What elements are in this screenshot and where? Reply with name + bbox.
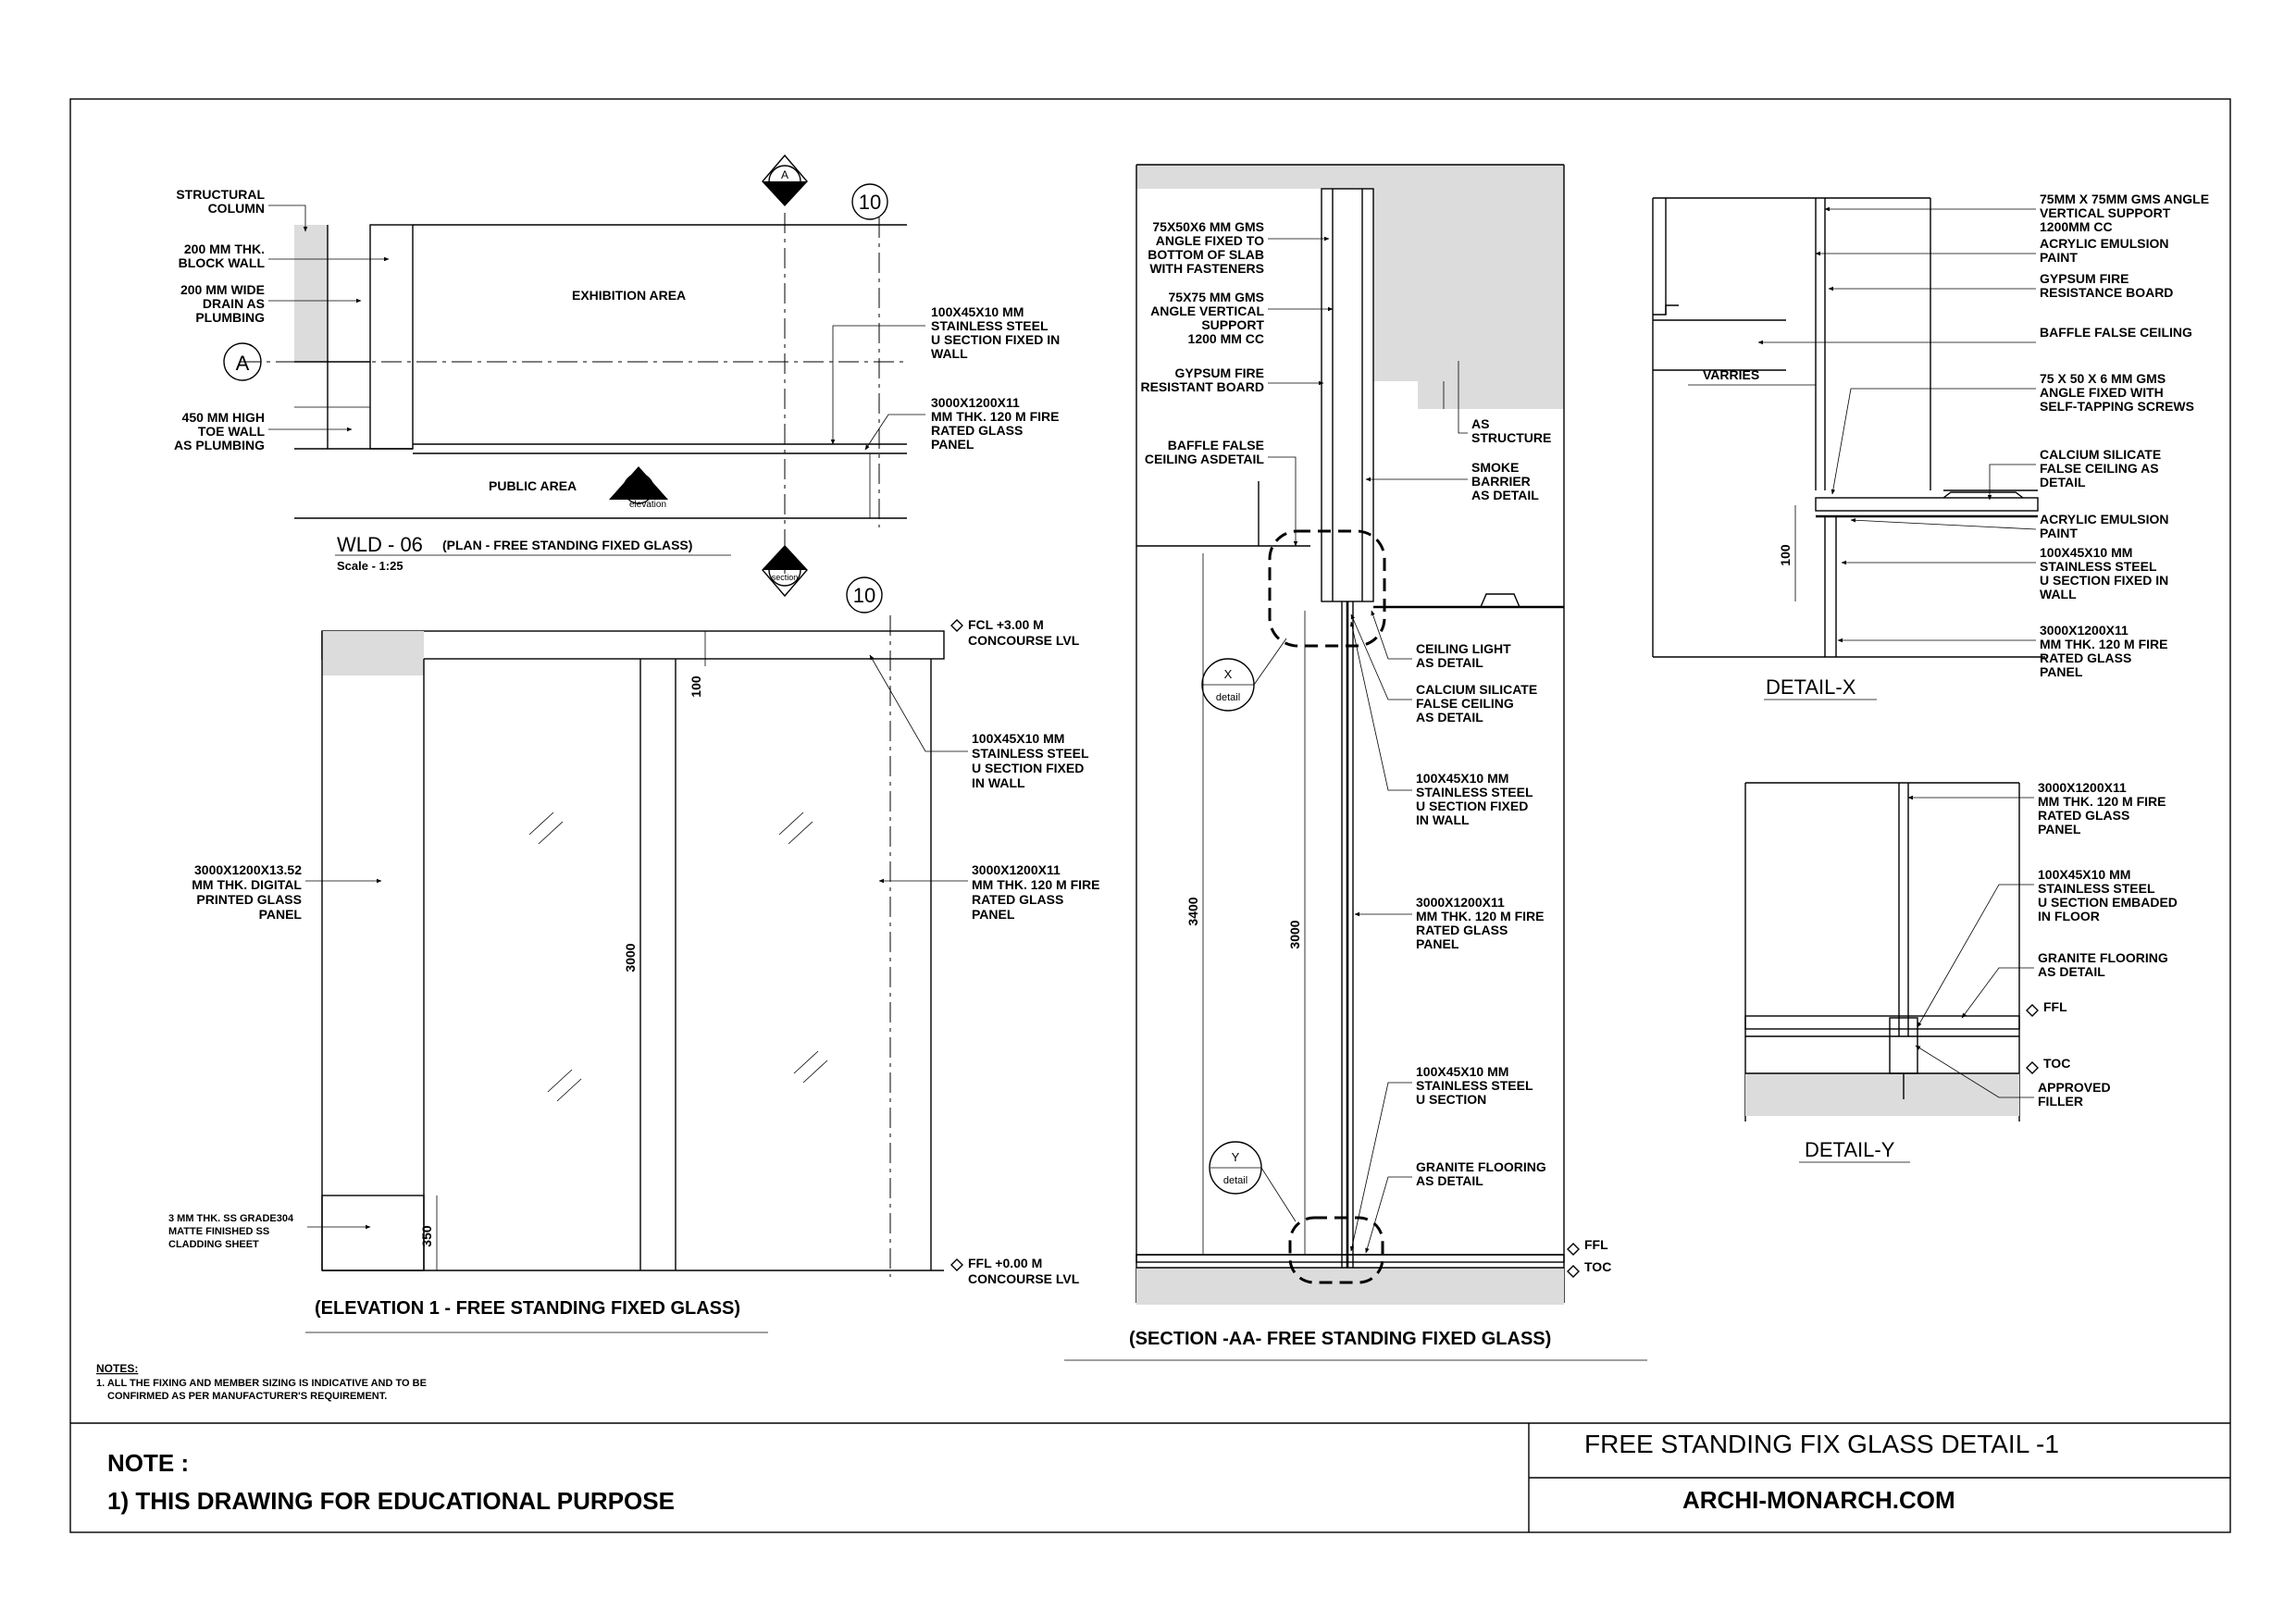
svg-text:TOC: TOC <box>1584 1259 1612 1274</box>
svg-text:CALCIUM SILICATEFALSE CEILING: CALCIUM SILICATE FALSE CEILING AS DETAIL <box>2040 447 2162 489</box>
svg-text:section: section <box>771 573 799 582</box>
plan-scale: Scale - 1:25 <box>337 559 403 573</box>
plan-title: WLD - 06 <box>337 533 423 556</box>
svg-text:CALCIUM SILICATEFALSE CEILINGA: CALCIUM SILICATE FALSE CEILING AS DETAIL <box>1416 682 1538 725</box>
svg-text:75X50X6 MM GMSANGLE FIXED TOBO: 75X50X6 MM GMS ANGLE FIXED TO BOTTOM OF SLAB WITH FASTENERS <box>1148 219 1264 276</box>
svg-text:10: 10 <box>858 191 882 214</box>
svg-text:100: 100 <box>689 675 703 698</box>
sheet-title: FREE STANDING FIX GLASS DETAIL -1 <box>1584 1430 2059 1458</box>
svg-text:1: 1 <box>635 480 642 493</box>
svg-text:VARRIES: VARRIES <box>1703 367 1760 382</box>
svg-text:FFL: FFL <box>1584 1237 1608 1252</box>
svg-text:3000X1200X11MM THK. 120 M FIRE: 3000X1200X11 MM THK. 120 M FIRE RATED GLASS PANEL <box>931 395 1060 452</box>
plan-subtitle: (PLAN - FREE STANDING FIXED GLASS) <box>442 538 693 552</box>
note-line: 1) THIS DRAWING FOR EDUCATIONAL PURPOSE <box>107 1487 675 1515</box>
elevation-view <box>168 577 1099 1332</box>
detail-x-title: DETAIL-X <box>1766 675 1856 699</box>
svg-text:75MM X 75MM GMS ANGLEVERTICAL: 75MM X 75MM GMS ANGLE VERTICAL SUPPORT 1200MM CC <box>2040 192 2210 234</box>
svg-text:detail: detail <box>1222 1175 1248 1186</box>
svg-text:3000: 3000 <box>1287 920 1302 949</box>
svg-text:SMOKEBARRIERAS DETAIL: SMOKE BARRIER AS DETAIL <box>1471 460 1539 502</box>
svg-text:10: 10 <box>852 584 876 607</box>
svg-text:3000X1200X11MM THK. 120 M FIRE: 3000X1200X11 MM THK. 120 M FIRE RATED GLASS PANEL <box>972 862 1100 922</box>
svg-text:section: section <box>771 184 799 193</box>
svg-text:100: 100 <box>1778 544 1793 566</box>
svg-text:450 MM HIGHTOE WALLAS PLUMBING: 450 MM HIGH TOE WALL AS PLUMBING <box>174 410 265 452</box>
svg-text:100X45X10 MMSTAINLESS STEELU S: 100X45X10 MM STAINLESS STEEL U SECTION <box>1416 1064 1533 1107</box>
detail-x-view <box>1653 192 2209 700</box>
svg-text:X: X <box>1223 667 1233 681</box>
svg-text:200 MM WIDEDRAIN ASPLUMBING: 200 MM WIDE DRAIN AS PLUMBING <box>180 282 265 325</box>
plan-public-area: PUBLIC AREA <box>489 478 577 493</box>
svg-text:GYPSUM FIRERESISTANT BOARD: GYPSUM FIRE RESISTANT BOARD <box>1140 365 1264 394</box>
detail-y-view <box>1745 780 2178 1162</box>
svg-text:FCL +3.00 MCONCOURSE LVL: FCL +3.00 M CONCOURSE LVL <box>968 617 1080 648</box>
svg-text:75 X 50 X 6 MM GMSANGLE FIXED: 75 X 50 X 6 MM GMS ANGLE FIXED WITH SELF-TAPPING SCREWS <box>2040 371 2194 414</box>
svg-text:A: A <box>235 352 250 375</box>
svg-text:FFL +0.00 MCONCOURSE LVL: FFL +0.00 M CONCOURSE LVL <box>968 1256 1080 1286</box>
section-marker-a-top <box>763 155 807 205</box>
svg-text:350: 350 <box>419 1225 434 1247</box>
detail-y-title: DETAIL-Y <box>1805 1138 1895 1161</box>
svg-text:75X75 MM GMSANGLE VERTICALSUPP: 75X75 MM GMS ANGLE VERTICAL SUPPORT 1200 MM CC <box>1150 290 1264 346</box>
svg-text:CEILING LIGHTAS DETAIL: CEILING LIGHT AS DETAIL <box>1416 641 1511 670</box>
section-title: (SECTION -AA- FREE STANDING FIXED GLASS) <box>1129 1329 1552 1349</box>
svg-text:3400: 3400 <box>1185 897 1200 926</box>
svg-text:GYPSUM FIRERESISTANCE BOARD: GYPSUM FIRE RESISTANCE BOARD <box>2040 271 2174 300</box>
svg-text:A: A <box>780 557 789 570</box>
svg-text:100X45X10 MMSTAINLESS STEELU S: 100X45X10 MM STAINLESS STEEL U SECTION FIXED IN WALL <box>2040 545 2169 601</box>
svg-text:3000X1200X13.52MM THK. DIGITAL: 3000X1200X13.52 MM THK. DIGITAL PRINTED GLASS PANEL <box>192 862 302 922</box>
svg-text:detail: detail <box>1215 692 1241 703</box>
svg-text:Y: Y <box>1231 1150 1240 1164</box>
svg-text:BAFFLE FALSECEILING ASDETAIL: BAFFLE FALSE CEILING ASDETAIL <box>1144 438 1264 466</box>
svg-text:100X45X10 MMSTAINLESS STEELU S: 100X45X10 MM STAINLESS STEEL U SECTION FIXED IN WALL <box>931 304 1061 361</box>
svg-text:200 MM THK.BLOCK WALL: 200 MM THK. BLOCK WALL <box>178 242 265 270</box>
notes-line-1: 1. ALL THE FIXING AND MEMBER SIZING IS INDICATIVE AND TO BE <box>96 1378 427 1389</box>
svg-text:elevation: elevation <box>628 500 667 510</box>
elevation-title: (ELEVATION 1 - FREE STANDING FIXED GLASS) <box>315 1298 741 1319</box>
svg-text:ACRYLIC EMULSIONPAINT: ACRYLIC EMULSION PAINT <box>2040 512 2169 540</box>
svg-text:STRUCTURALCOLUMN: STRUCTURAL COLUMN <box>176 187 265 216</box>
svg-text:BAFFLE FALSE CEILING: BAFFLE FALSE CEILING <box>2040 325 2192 340</box>
svg-text:GRANITE FLOORINGAS DETAIL: GRANITE FLOORING AS DETAIL <box>2038 950 2168 979</box>
section-view <box>1064 165 1647 1360</box>
svg-text:3000X1200X11MM THK. 120 M FIRE: 3000X1200X11 MM THK. 120 M FIRE RATED GLASS PANEL <box>1416 895 1545 951</box>
svg-text:100X45X10 MMSTAINLESS STEELU S: 100X45X10 MM STAINLESS STEEL U SECTION FIXED IN WALL <box>1416 771 1533 827</box>
svg-text:ACRYLIC EMULSIONPAINT: ACRYLIC EMULSION PAINT <box>2040 236 2169 265</box>
plan-exhibition-area: EXHIBITION AREA <box>572 288 687 303</box>
svg-text:3 MM THK. SS GRADE304MATTE FIN: 3 MM THK. SS GRADE304 MATTE FINISHED SS CLADDING SHEET <box>168 1213 294 1250</box>
svg-text:TOC: TOC <box>2043 1056 2071 1071</box>
elevation-marker-1 <box>609 466 668 510</box>
svg-text:APPROVEDFILLER: APPROVED FILLER <box>2038 1080 2111 1109</box>
svg-text:3000: 3000 <box>623 943 638 973</box>
svg-text:3000X1200X11MM THK. 120 M FIRE: 3000X1200X11 MM THK. 120 M FIRE RATED GLASS PANEL <box>2038 780 2166 836</box>
plan-view <box>174 155 1060 596</box>
notes-heading: NOTES: <box>96 1362 139 1375</box>
svg-text:3000X1200X11MM THK. 120 M FIRE: 3000X1200X11 MM THK. 120 M FIRE RATED GLASS PANEL <box>2040 623 2168 679</box>
svg-text:ASSTRUCTURE: AS STRUCTURE <box>1471 416 1552 445</box>
svg-text:100X45X10 MMSTAINLESS STEELU S: 100X45X10 MM STAINLESS STEEL U SECTION EMBADED IN FLOOR <box>2038 867 2178 923</box>
svg-text:GRANITE FLOORINGAS DETAIL: GRANITE FLOORING AS DETAIL <box>1416 1159 1546 1188</box>
svg-text:100X45X10 MMSTAINLESS STEELU S: 100X45X10 MM STAINLESS STEEL U SECTION FIXED IN WALL <box>972 731 1089 790</box>
svg-text:FFL: FFL <box>2043 999 2067 1014</box>
sheet-website: ARCHI-MONARCH.COM <box>1682 1486 1955 1514</box>
notes-line-2: CONFIRMED AS PER MANUFACTURER'S REQUIREMENT. <box>107 1391 388 1402</box>
note-heading: NOTE : <box>107 1449 190 1477</box>
svg-text:A: A <box>780 168 789 181</box>
